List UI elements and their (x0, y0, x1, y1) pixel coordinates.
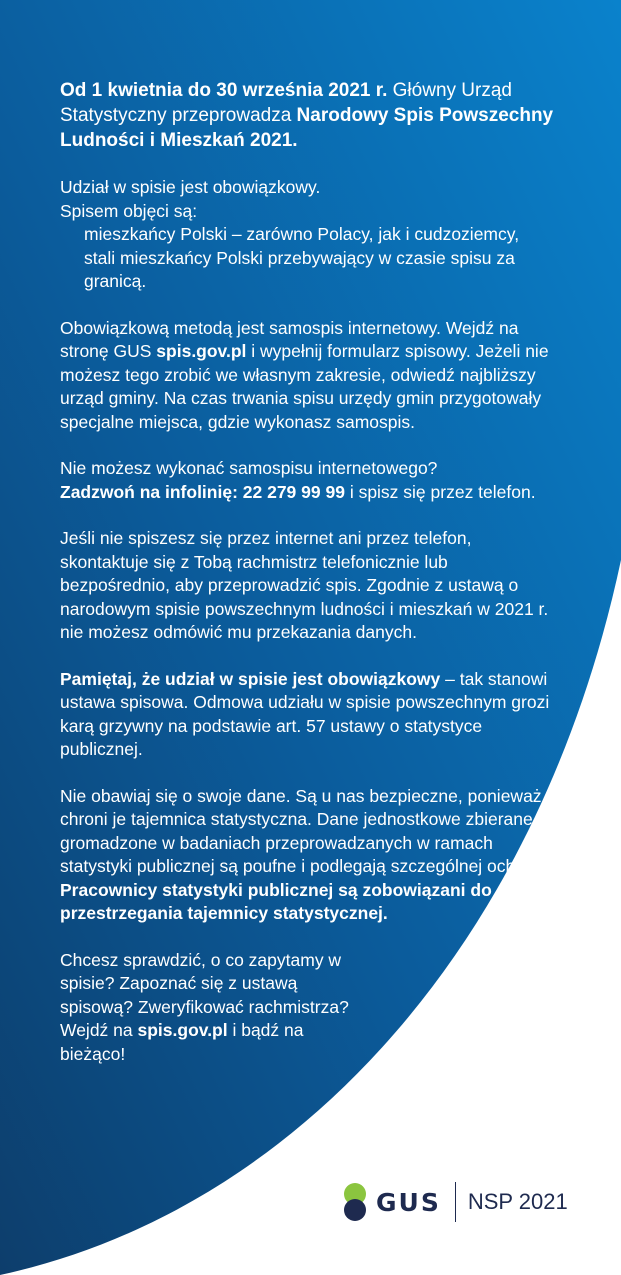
obligation-paragraph: Udział w spisie jest obowiązkowy. Spisem objęci są: mieszkańcy Polski – zarówno Polacy, jak i cudzoziemcy, stali mieszkańcy Polski przebywający w czasie spisu za granicą. (60, 176, 560, 294)
enumerator-paragraph: Jeśli nie spiszesz się przez internet ani przez telefon, skontaktuje się z Tobą rachmistrz telefonicznie lub bezpośrednio, aby przeprowadzić spis. Zgodnie z ustawą o narodowym spisie powszechnym ludności i mieszkań w 2021 r. nie możesz odmówić mu przekazania danych. (60, 528, 549, 642)
logo-divider (455, 1182, 456, 1222)
website-link[interactable]: spis.gov.pl (156, 341, 247, 361)
leaflet-text (60, 78, 560, 1089)
census-dates: Od 1 kwietnia do 30 września 2021 r. (60, 80, 388, 101)
hotline-paragraph: Nie możesz wykonać samospisu internetowego? Zadzwoń na infolinię: 22 279 99 99 i spisz się przez telefon. (60, 458, 536, 502)
hotline-number: Zadzwoń na infolinię: 22 279 99 99 (60, 481, 345, 502)
list-item: mieszkańcy Polski – zarówno Polacy, jak i cudzoziemcy, (84, 224, 520, 244)
gus-nsp-logo (340, 1180, 568, 1224)
remember-paragraph: Pamiętaj, że udział w spisie jest obowiązkowy – tak stanowi ustawa spisowa. Odmowa udziału w spisie powszechnym grozi karą grzywny na podstawie art. 57 ustawy o statystyce publicznej. (60, 668, 550, 759)
method-paragraph: Obowiązkową metodą jest samospis internetowy. Wejdź na stronę GUS spis.gov.pl i wypełnij formularz spisowy. Jeżeli nie możesz tego zrobić we własnym zakresie, odwiedź najbliższy urząd gminy. Na czas trwania spisu urzędy gmin przygotowały specjalne miejsca, gdzie wykonasz samospis. (60, 317, 549, 432)
list-item: stali mieszkańcy Polski przebywający w czasie spisu za granicą. (84, 247, 515, 291)
gus-logo-text: GUS (376, 1187, 441, 1217)
census-name: Narodowy Spis Powszechny Ludności i Mieszkań 2021. (60, 105, 554, 151)
cta-paragraph: Chcesz sprawdzić, o co zapytamy w spisie? Zapoznać się z ustawą spisową? Zweryfikować rachmistrza? Wejdź na spis.gov.pl i bądź na bieżąco! (60, 949, 349, 1064)
intro-paragraph: Od 1 kwietnia do 30 września 2021 r. Główny Urząd Statystyczny przeprowadza Narodowy Spis Powszechny Ludności i Mieszkań 2021. (60, 80, 554, 151)
nsp-logo-text: NSP 2021 (467, 1189, 568, 1214)
privacy-paragraph: Nie obawiaj się o swoje dane. Są u nas bezpieczne, ponieważ chroni je tajemnica statystyczna. Dane jednostkowe zbierane i gromadzone w badaniach przeprowadzanych w ramach statystyki publicznej są poufne i podlegają szczególnej ochronie. Pracownicy statystyki publicznej są zobowiązani do przestrzegania tajemnicy statystycznej. (60, 785, 560, 923)
gus-logo-icon (340, 1182, 370, 1222)
website-link[interactable]: spis.gov.pl (137, 1020, 228, 1040)
